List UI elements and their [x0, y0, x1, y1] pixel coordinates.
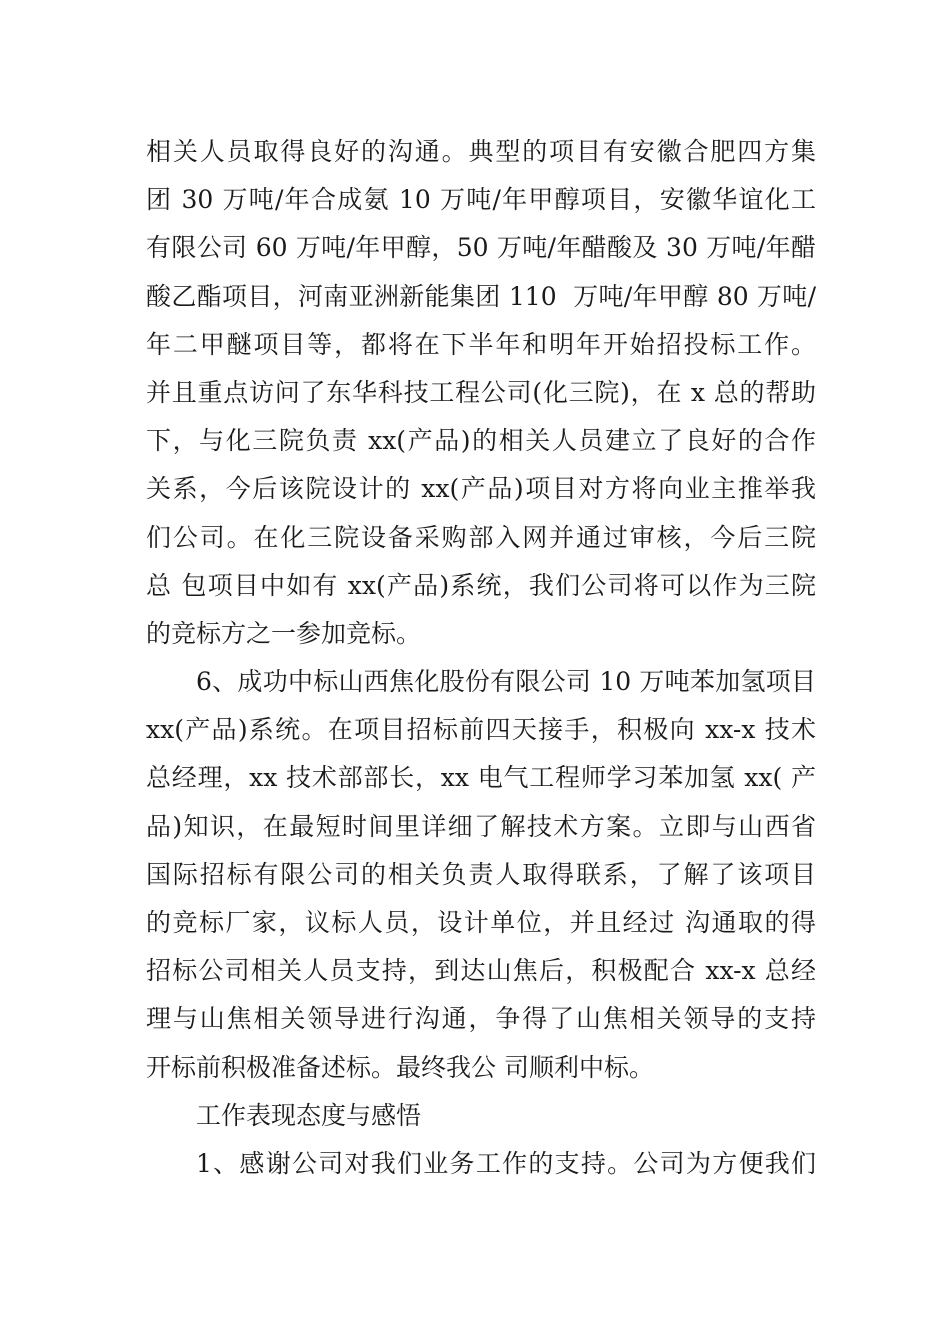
text-line: 招标公司相关人员支持，到达山焦后，积极配合 xx-x 总经	[146, 956, 816, 986]
text-line: 酸乙酯项目，河南亚洲新能集团 110 万吨/年甲醇 80 万吨/	[146, 281, 816, 311]
text-line: 开标前积极准备述标。最终我公 司顺利中标。	[146, 1052, 654, 1082]
text-line: 下，与化三院负责 xx(产品)的相关人员建立了良好的合作	[146, 426, 816, 456]
text-line: 总经理，xx 技术部部长，xx 电气工程师学习苯加氢 xx( 产	[146, 763, 816, 793]
text-line: 理与山焦相关领导进行沟通，争得了山焦相关领导的支持	[146, 1004, 816, 1034]
section-heading	[146, 1092, 816, 1140]
text-line: 有限公司 60 万吨/年甲醇，50 万吨/年醋酸及 30 万吨/年醋	[146, 233, 816, 263]
text-line: 国际招标有限公司的相关负责人取得联系，了解了该项目	[146, 859, 816, 889]
body-text	[146, 128, 816, 1188]
heading-line: 工作表现态度与感悟	[196, 1100, 422, 1130]
text-line: 品)知识，在最短时间里详细了解技术方案。立即与山西省	[146, 811, 816, 841]
text-line: 6、成功中标山西焦化股份有限公司 10 万吨苯加氢项目	[196, 667, 816, 697]
paragraph-item-1	[146, 1140, 816, 1188]
text-line: 总 包项目中如有 xx(产品)系统，我们公司将可以作为三院	[146, 570, 816, 600]
text-line: 的竞标方之一参加竞标。	[146, 618, 422, 648]
text-line: 并且重点访问了东华科技工程公司(化三院)，在 x 总的帮助	[146, 377, 816, 407]
text-line: 团 30 万吨/年合成氨 10 万吨/年甲醇项目，安徽华谊化工	[146, 185, 816, 215]
text-line: 1、感谢公司对我们业务工作的支持。公司为方便我们	[196, 1148, 816, 1178]
text-line: xx(产品)系统。在项目招标前四天接手，积极向 xx-x 技术	[146, 715, 816, 745]
text-line: 相关人员取得良好的沟通。典型的项目有安徽合肥四方集	[146, 137, 816, 166]
text-line: 们公司。在化三院设备采购部入网并通过审核，今后三院	[146, 522, 816, 552]
text-line: 关系，今后该院设计的 xx(产品)项目对方将向业主推举我	[146, 474, 816, 504]
text-line: 年二甲醚项目等，都将在下半年和明年开始招投标工作。	[146, 329, 816, 359]
paragraph-project-contacts	[146, 128, 816, 658]
paragraph-item-6	[146, 658, 816, 1092]
text-line: 的竞标厂家，议标人员，设计单位，并且经过 沟通取的得	[146, 908, 816, 937]
